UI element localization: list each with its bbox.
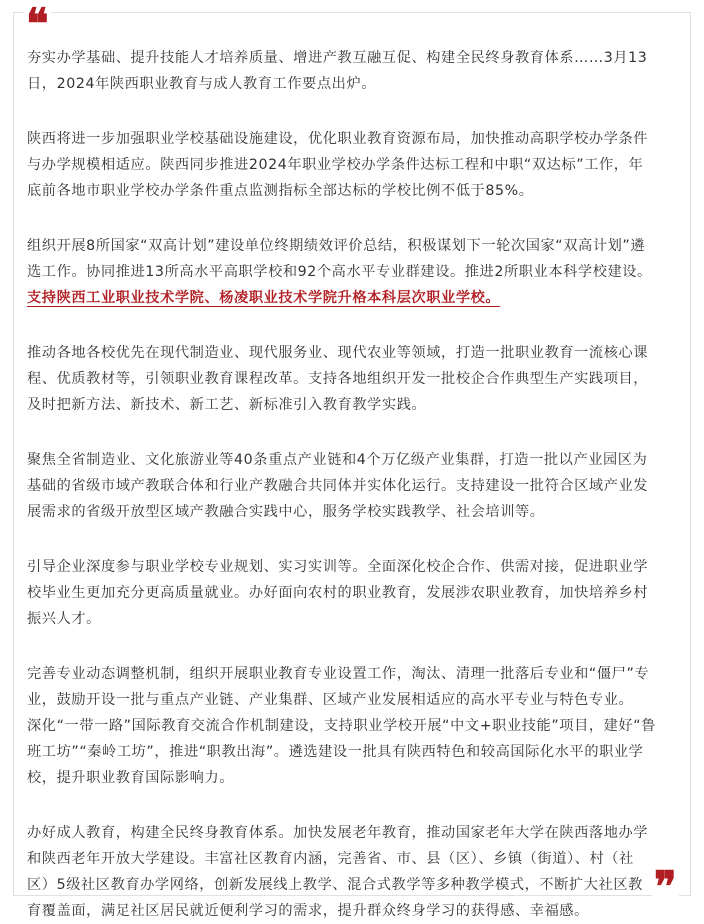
text-line: 底前各地市职业学校办学条件重点监测指标全部达标的学校比例不低于85%。 xyxy=(27,183,534,199)
text-line: 夯实办学基础、提升技能人才培养质量、增进产教互融互促、构建全民终身教育体系……3月13 xyxy=(27,50,648,66)
text-line: 班工坊”“秦岭工坊”，推进“职教出海”。遴选建设一批具有陕西特色和较高国际化水平的职业学 xyxy=(27,744,644,760)
paragraph-curriculum-reform xyxy=(27,340,685,418)
paragraph-infrastructure xyxy=(27,126,685,204)
text-line: 与办学规模相适应。陕西同步推进2024年职业学校办学条件达标工程和中职“双达标”工作，年 xyxy=(27,157,644,173)
text-line: 选工作。协同推进13所高水平高职学校和92个高水平专业群建设。推进2所职业本科学校建设。 xyxy=(27,264,652,280)
text-line: 程、优质教材等，引领职业教育课程改革。支持各地组织开发一批校企合作典型生产实践项目， xyxy=(27,371,649,387)
paragraph-double-high-plan xyxy=(27,233,685,311)
text-line: 振兴人才。 xyxy=(27,611,101,627)
text-line: 区）5级社区教育办学网络，创新发展线上教学、混合式教学等多种教学模式，不断扩大社区教 xyxy=(27,877,643,893)
text-line: 及时把新方法、新技术、新工艺、新标准引入教育教学实践。 xyxy=(27,397,427,413)
text-line: 日，2024年陕西职业教育与成人教育工作要点出炉。 xyxy=(27,76,377,92)
text-line: 办好成人教育，构建全民终身教育体系。加快发展老年教育，推动国家老年大学在陕西落地办学 xyxy=(27,825,649,841)
text-line: 完善专业动态调整机制，组织开展职业教育专业设置工作，淘汰、清理一批落后专业和“僵尸”专 xyxy=(27,666,650,682)
text-line: 陕西将进一步加强职业学校基础设施建设，优化职业教育资源布局，加快推动高职学校办学条件 xyxy=(27,131,649,147)
article-body xyxy=(27,45,685,924)
text-line: 业，鼓励开设一批与重点产业链、产业集群、区域产业发展相适应的高水平专业与特色专业。 xyxy=(27,692,634,708)
paragraph-enterprise-cooperation xyxy=(27,554,685,632)
paragraph-adult-education xyxy=(27,820,685,924)
text-line: 校毕业生更加充分更高质量就业。办好面向农村的职业教育，发展涉农职业教育，加快培养乡村 xyxy=(27,585,649,601)
paragraph-intro xyxy=(27,45,685,97)
text-line: 育覆盖面，满足社区居民就近便利学习的需求，提升群众终身学习的获得感、幸福感。 xyxy=(27,903,589,919)
text-line: 聚焦全省制造业、文化旅游业等40条重点产业链和4个万亿级产业集群，打造一批以产业园区为 xyxy=(27,452,648,468)
text-line: 基础的省级市域产教联合体和行业产教融合共同体并实体化运行。支持建设一批符合区域产业发 xyxy=(27,478,649,494)
paragraph-industry-education xyxy=(27,447,685,525)
text-line: 引导企业深度参与职业学校专业规划、实习实训等。全面深化校企合作、供需对接，促进职业学 xyxy=(27,559,649,575)
close-quote-icon: ❞ xyxy=(654,862,677,911)
text-line: 展需求的省级开放型区域产教融合实践中心，服务学校实践教学、社会培训等。 xyxy=(27,504,545,520)
open-quote-icon: ❝ xyxy=(26,0,49,48)
text-line: 和陕西老年开放大学建设。丰富社区教育内涵，完善省、市、县（区）、乡镇（街道）、村（社 xyxy=(27,851,634,867)
text-line: 深化“一带一路”国际教育交流合作机制建设，支持职业学校开展“中文+职业技能”项目，建好“鲁 xyxy=(27,718,656,734)
paragraph-specialty-international xyxy=(27,661,685,791)
text-line: 推动各地各校优先在现代制造业、现代服务业、现代农业等领域，打造一批职业教育一流核心课 xyxy=(27,345,649,361)
text-line: 校，提升职业教育国际影响力。 xyxy=(27,770,235,786)
text-line: 组织开展8所国家“双高计划”建设单位终期绩效评价总结，积极谋划下一轮次国家“双高计划”遴 xyxy=(27,238,646,254)
highlighted-text: 支持陕西工业职业技术学院、杨凌职业技术学院升格本科层次职业学校。 xyxy=(27,290,501,306)
